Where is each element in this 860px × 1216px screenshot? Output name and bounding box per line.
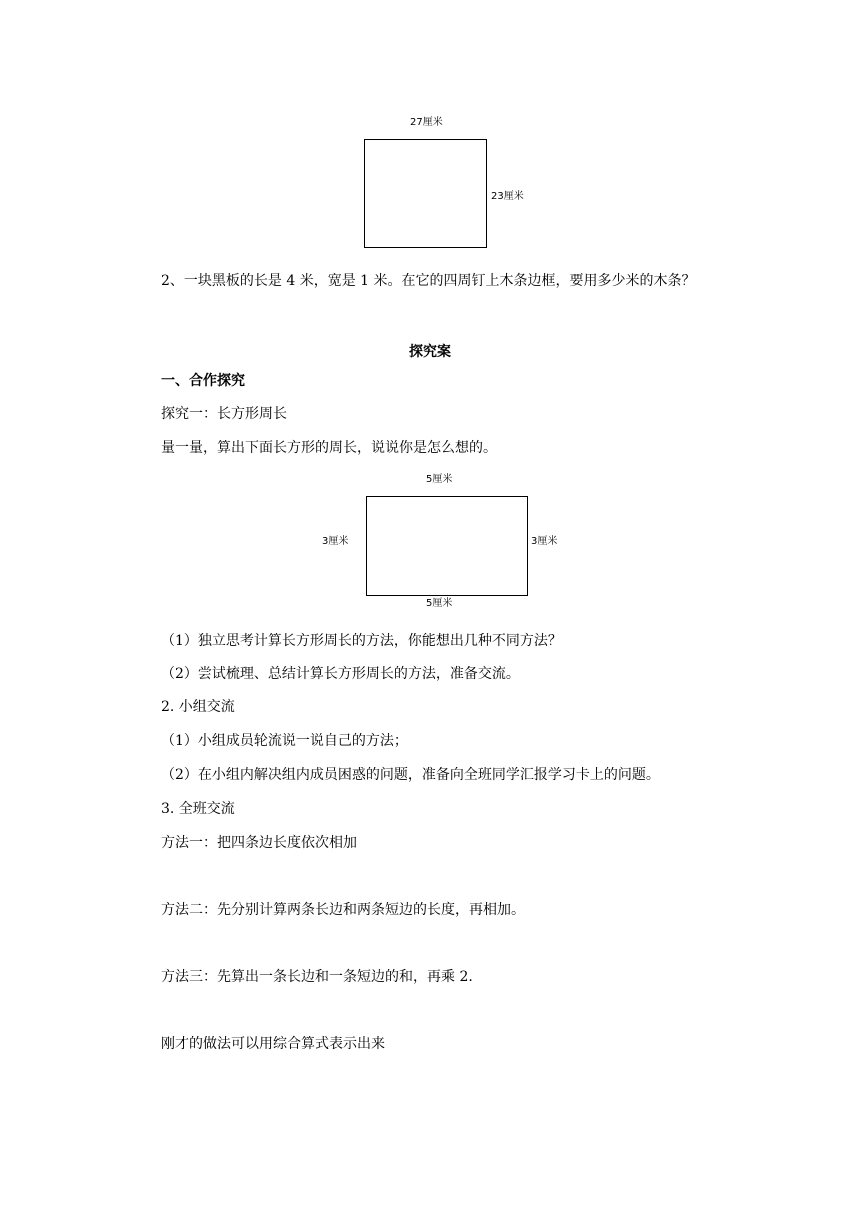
question-2: 2、一块黑板的长是 4 米，宽是 1 米。在它的四周钉上木条边框，要用多少米的木条？ (161, 273, 696, 289)
part1-heading: 一、合作探究 (161, 373, 245, 389)
closing-line: 刚才的做法可以用综合算式表示出来 (161, 1036, 385, 1052)
rectangle-shape (366, 496, 528, 596)
explore1-title: 探究一：长方形周长 (161, 406, 287, 422)
step1-item-2: （2）尝试梳理、总结计算长方形周长的方法，准备交流。 (161, 666, 520, 682)
explore1-instruction: 量一量，算出下面长方形的周长，说说你是怎么想的。 (161, 440, 497, 456)
group-item-2: （2）在小组内解决组内成员困惑的问题，准备向全班同学汇报学习卡上的问题。 (161, 767, 660, 783)
section-title: 探究案 (409, 344, 451, 360)
rectangle-left-label: 3厘米 (322, 536, 349, 547)
step1-item-1: （1）独立思考计算长方形周长的方法，你能想出几种不同方法？ (161, 633, 562, 649)
group-heading: 2. 小组交流 (161, 699, 235, 715)
rectangle-bottom-label: 5厘米 (426, 598, 453, 609)
method-1: 方法一：把四条边长度依次相加 (161, 835, 357, 851)
rectangle-top-label: 5厘米 (426, 474, 453, 485)
square-top-label: 27厘米 (410, 117, 443, 128)
group-item-1: （1）小组成员轮流说一说自己的方法； (161, 733, 408, 749)
method-2: 方法二：先分别计算两条长边和两条短边的长度，再相加。 (161, 902, 525, 918)
class-heading: 3. 全班交流 (161, 801, 235, 817)
square-right-label: 23厘米 (491, 191, 524, 202)
rectangle-right-label: 3厘米 (531, 536, 558, 547)
square-shape (364, 139, 487, 248)
method-3: 方法三：先算出一条长边和一条短边的和，再乘 2. (161, 969, 473, 985)
